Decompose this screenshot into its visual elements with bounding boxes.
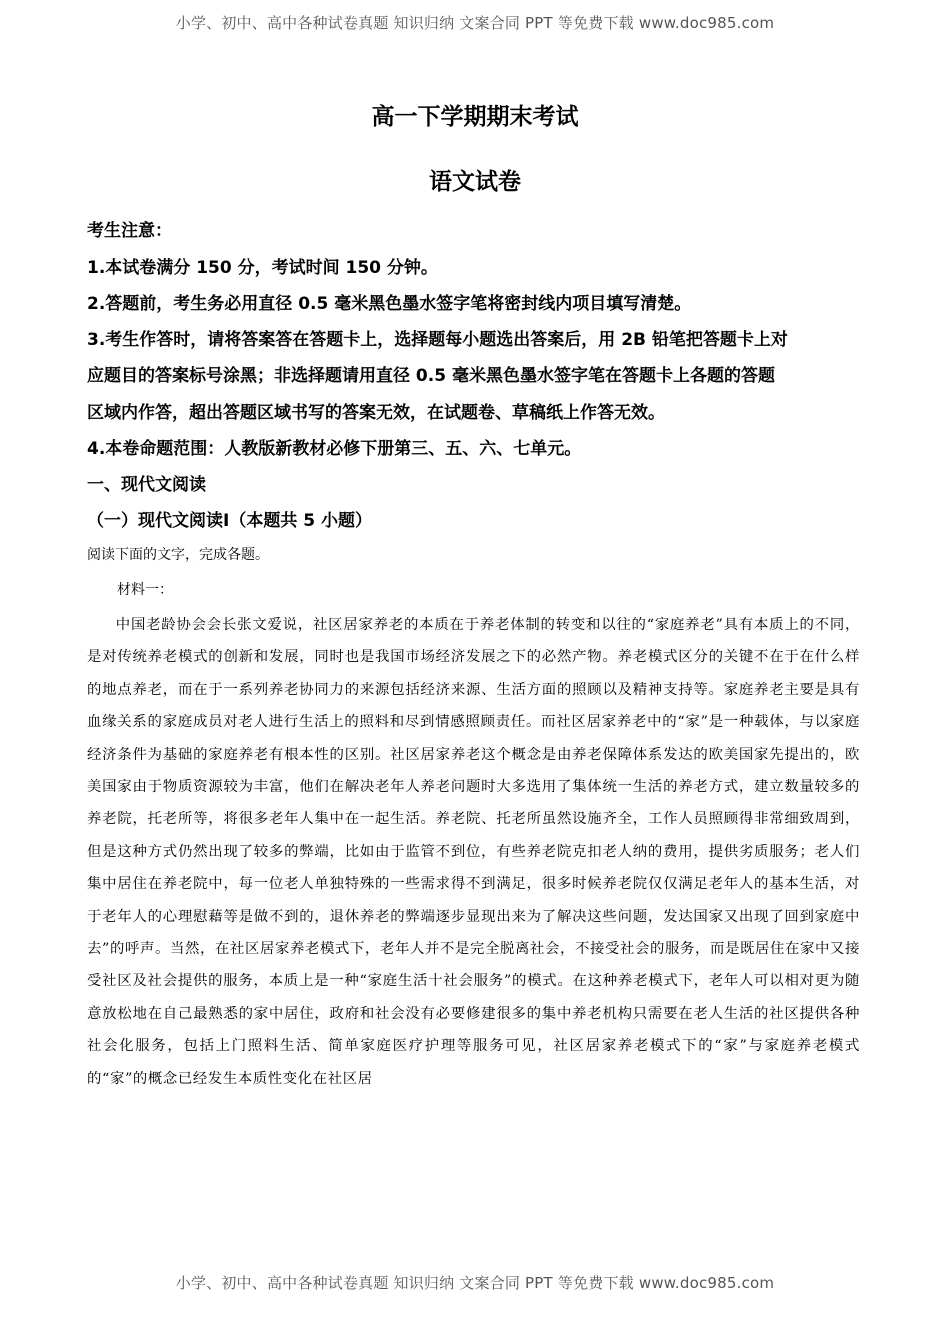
notice-heading: 考生注意： [87, 221, 172, 241]
section-heading: 一、现代文阅读 [87, 475, 206, 495]
notice-item: 2.答题前，考生务必用直径 0.5 毫米黑色墨水签字笔将密封线内项目填写清楚。 [87, 294, 692, 314]
material-paragraph: 中国老龄协会会长张文爱说，社区居家养老的本质在于养老体制的转变和以往的“家庭养老”具有本质上的不同，是对传统养老模式的创新和发展，同时也是我国市场经济发展之下的必然产物。养老模式区分的关键不在于在什么样的地点养老，而在于一系列养老协同力的来源包括经济来源、生活方面的照顾以及精神支持等。家庭养老主要是具有血缘关系的家庭成员对老人进行生活上的照料和尽到情感照顾责任。而社区居家养老中的“家”是一种载体，与以家庭经济条件为基础的家庭养老有根本性的区别。社区居家养老这个概念是由养老保障体系发达的欧美国家先提出的，欧美国家由于物质资源较为丰富，他们在解决老年人养老问题时大多选用了集体统一生活的养老方式，建立数量较多的养老院，托老所等，将很多老年人集中在一起生活。养老院、托老所虽然设施齐全，工作人员照顾得非常细致周到，但是这种方式仍然出现了较多的弊端，比如由于监管不到位，有些养老院克扣老人纳的费用，提供劣质服务；老人们集中居住在养老院中，每一位老人单独特殊的一些需求得不到满足，很多时候养老院仅仅满足老年人的基本生活，对于老年人的心理慰藉等是做不到的，退休养老的弊端逐步显现出来为了解决这些问题，发达国家又出现了回到家庭中去”的呼声。当然，在社区居家养老模式下，老年人并不是完全脱离社会，不接受社会的服务，而是既居住在家中又接受社区及社会提供的服务，本质上是一种“家庭生活十社会服务”的模式。在这种养老模式下，老年人可以相对更为随意放松地在自己最熟悉的家中居住，政府和社会没有必要修建很多的集中养老机构只需要在老人生活的社区提供各种社会化服务，包括上门照料生活、简单家庭医疗护理等服务可见，社区居家养老模式下的“家”与家庭养老模式的“家”的概念已经发生本质性变化在社区居 [87, 617, 860, 1087]
reading-instruction: 阅读下面的文字，完成各题。 [87, 547, 269, 563]
page-footer: 小学、初中、高中各种试卷真题 知识归纳 文案合同 PPT 等免费下载 www.doc985.com [175, 1274, 775, 1292]
subsection-heading: （一）现代文阅读Ⅰ（本题共 5 小题） [87, 511, 372, 531]
exam-subtitle: 语文试卷 [429, 168, 521, 195]
material-label: 材料一： [117, 582, 173, 598]
notice-item: 3.考生作答时，请将答案答在答题卡上，选择题每小题选出答案后，用 2B 铅笔把答题卡上对 [87, 330, 788, 350]
notice-item: 区域内作答，超出答题区域书写的答案无效，在试题卷、草稿纸上作答无效。 [87, 403, 665, 423]
exam-title: 高一下学期期末考试 [371, 103, 579, 130]
page-header: 小学、初中、高中各种试卷真题 知识归纳 文案合同 PPT 等免费下载 www.doc985.com [175, 14, 775, 32]
notice-item: 应题目的答案标号涂黑；非选择题请用直径 0.5 毫米黑色墨水签字笔在答题卡上各题的答题 [87, 366, 775, 386]
notice-item: 1.本试卷满分 150 分，考试时间 150 分钟。 [87, 258, 438, 278]
notice-item: 4.本卷命题范围：人教版新教材必修下册第三、五、六、七单元。 [87, 439, 582, 459]
